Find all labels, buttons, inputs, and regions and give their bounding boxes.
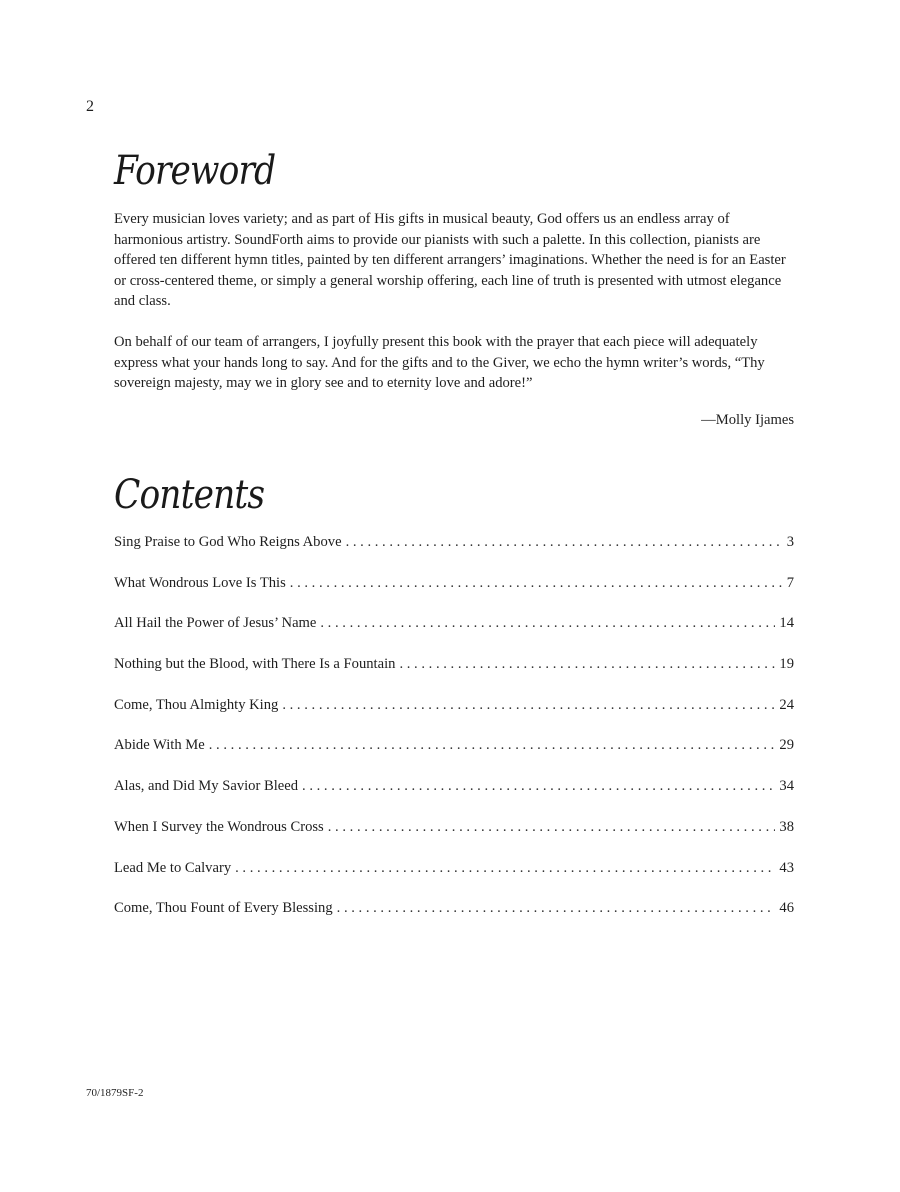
foreword-body [114, 209, 796, 414]
toc-entry-5 [114, 697, 794, 738]
toc-entry-page: 38 [779, 818, 794, 835]
toc-entry-8 [114, 819, 794, 860]
toc-entry-6 [114, 737, 794, 778]
toc-entry-3 [114, 615, 794, 656]
toc-entry-title: When I Survey the Wondrous Cross [114, 818, 324, 835]
foreword-heading: Foreword [114, 148, 276, 194]
toc-entry-2 [114, 575, 794, 616]
toc-entry-10 [114, 900, 794, 941]
toc-entry-page: 24 [779, 696, 794, 713]
toc-entry-title: Come, Thou Fount of Every Blessing [114, 900, 333, 917]
table-of-contents [114, 534, 794, 941]
toc-dot-leader [346, 534, 783, 551]
toc-dot-leader [399, 656, 775, 673]
toc-dot-leader [302, 778, 775, 795]
toc-entry-7 [114, 778, 794, 819]
toc-dot-leader [328, 819, 776, 836]
toc-entry-title: Abide With Me [114, 737, 205, 754]
toc-entry-4 [114, 656, 794, 697]
page-number: 2 [86, 98, 94, 115]
toc-entry-page: 14 [779, 615, 794, 632]
toc-dot-leader [235, 860, 775, 877]
toc-entry-page: 43 [779, 859, 794, 876]
toc-entry-page: 46 [779, 900, 794, 917]
toc-entry-page: 34 [779, 778, 794, 795]
toc-dot-leader [209, 737, 776, 754]
foreword-paragraph-1: Every musician loves variety; and as part of His gifts in musical beauty, God offers us an endless array of harmonious artistry. SoundForth aims to provide our pianists with such a palette. In this collection, pianists are offered ten different hymn titles, painted by ten different arrangers’ imaginations. Whether the need is for an Easter or cross-centered theme, or simply a general worship offering, each line of truth is presented with utmost elegance and class. [114, 211, 786, 310]
toc-entry-page: 3 [786, 534, 794, 550]
toc-dot-leader [320, 615, 775, 632]
toc-entry-page: 29 [779, 737, 794, 754]
foreword-signature: —Molly Ijames [701, 412, 794, 428]
toc-entry-page: 7 [786, 574, 794, 591]
toc-dot-leader [290, 575, 783, 592]
toc-entry-title: Nothing but the Blood, with There Is a Fountain [114, 656, 396, 673]
footer-catalog-code: 70/1879SF-2 [86, 1087, 144, 1099]
toc-entry-1 [114, 534, 794, 575]
toc-entry-title: Alas, and Did My Savior Bleed [114, 778, 299, 795]
foreword-paragraph-2: On behalf of our team of arrangers, I joyfully present this book with the prayer that each piece will adequately express what your hands long to say. And for the gifts and to the Giver, we echo the hymn writer’s words, “Thy sovereign majesty, may we in glory see and to eternity love and adore!” [114, 333, 765, 392]
toc-dot-leader [282, 697, 775, 714]
toc-entry-9 [114, 860, 794, 901]
toc-entry-title: Sing Praise to God Who Reigns Above [114, 534, 342, 550]
toc-entry-title: All Hail the Power of Jesus’ Name [114, 615, 317, 632]
contents-heading: Contents [114, 472, 265, 518]
toc-entry-title: Come, Thou Almighty King [114, 696, 279, 713]
toc-entry-title: Lead Me to Calvary [114, 859, 232, 876]
toc-dot-leader [337, 900, 776, 917]
toc-entry-title: What Wondrous Love Is This [114, 574, 286, 591]
toc-entry-page: 19 [779, 656, 794, 673]
